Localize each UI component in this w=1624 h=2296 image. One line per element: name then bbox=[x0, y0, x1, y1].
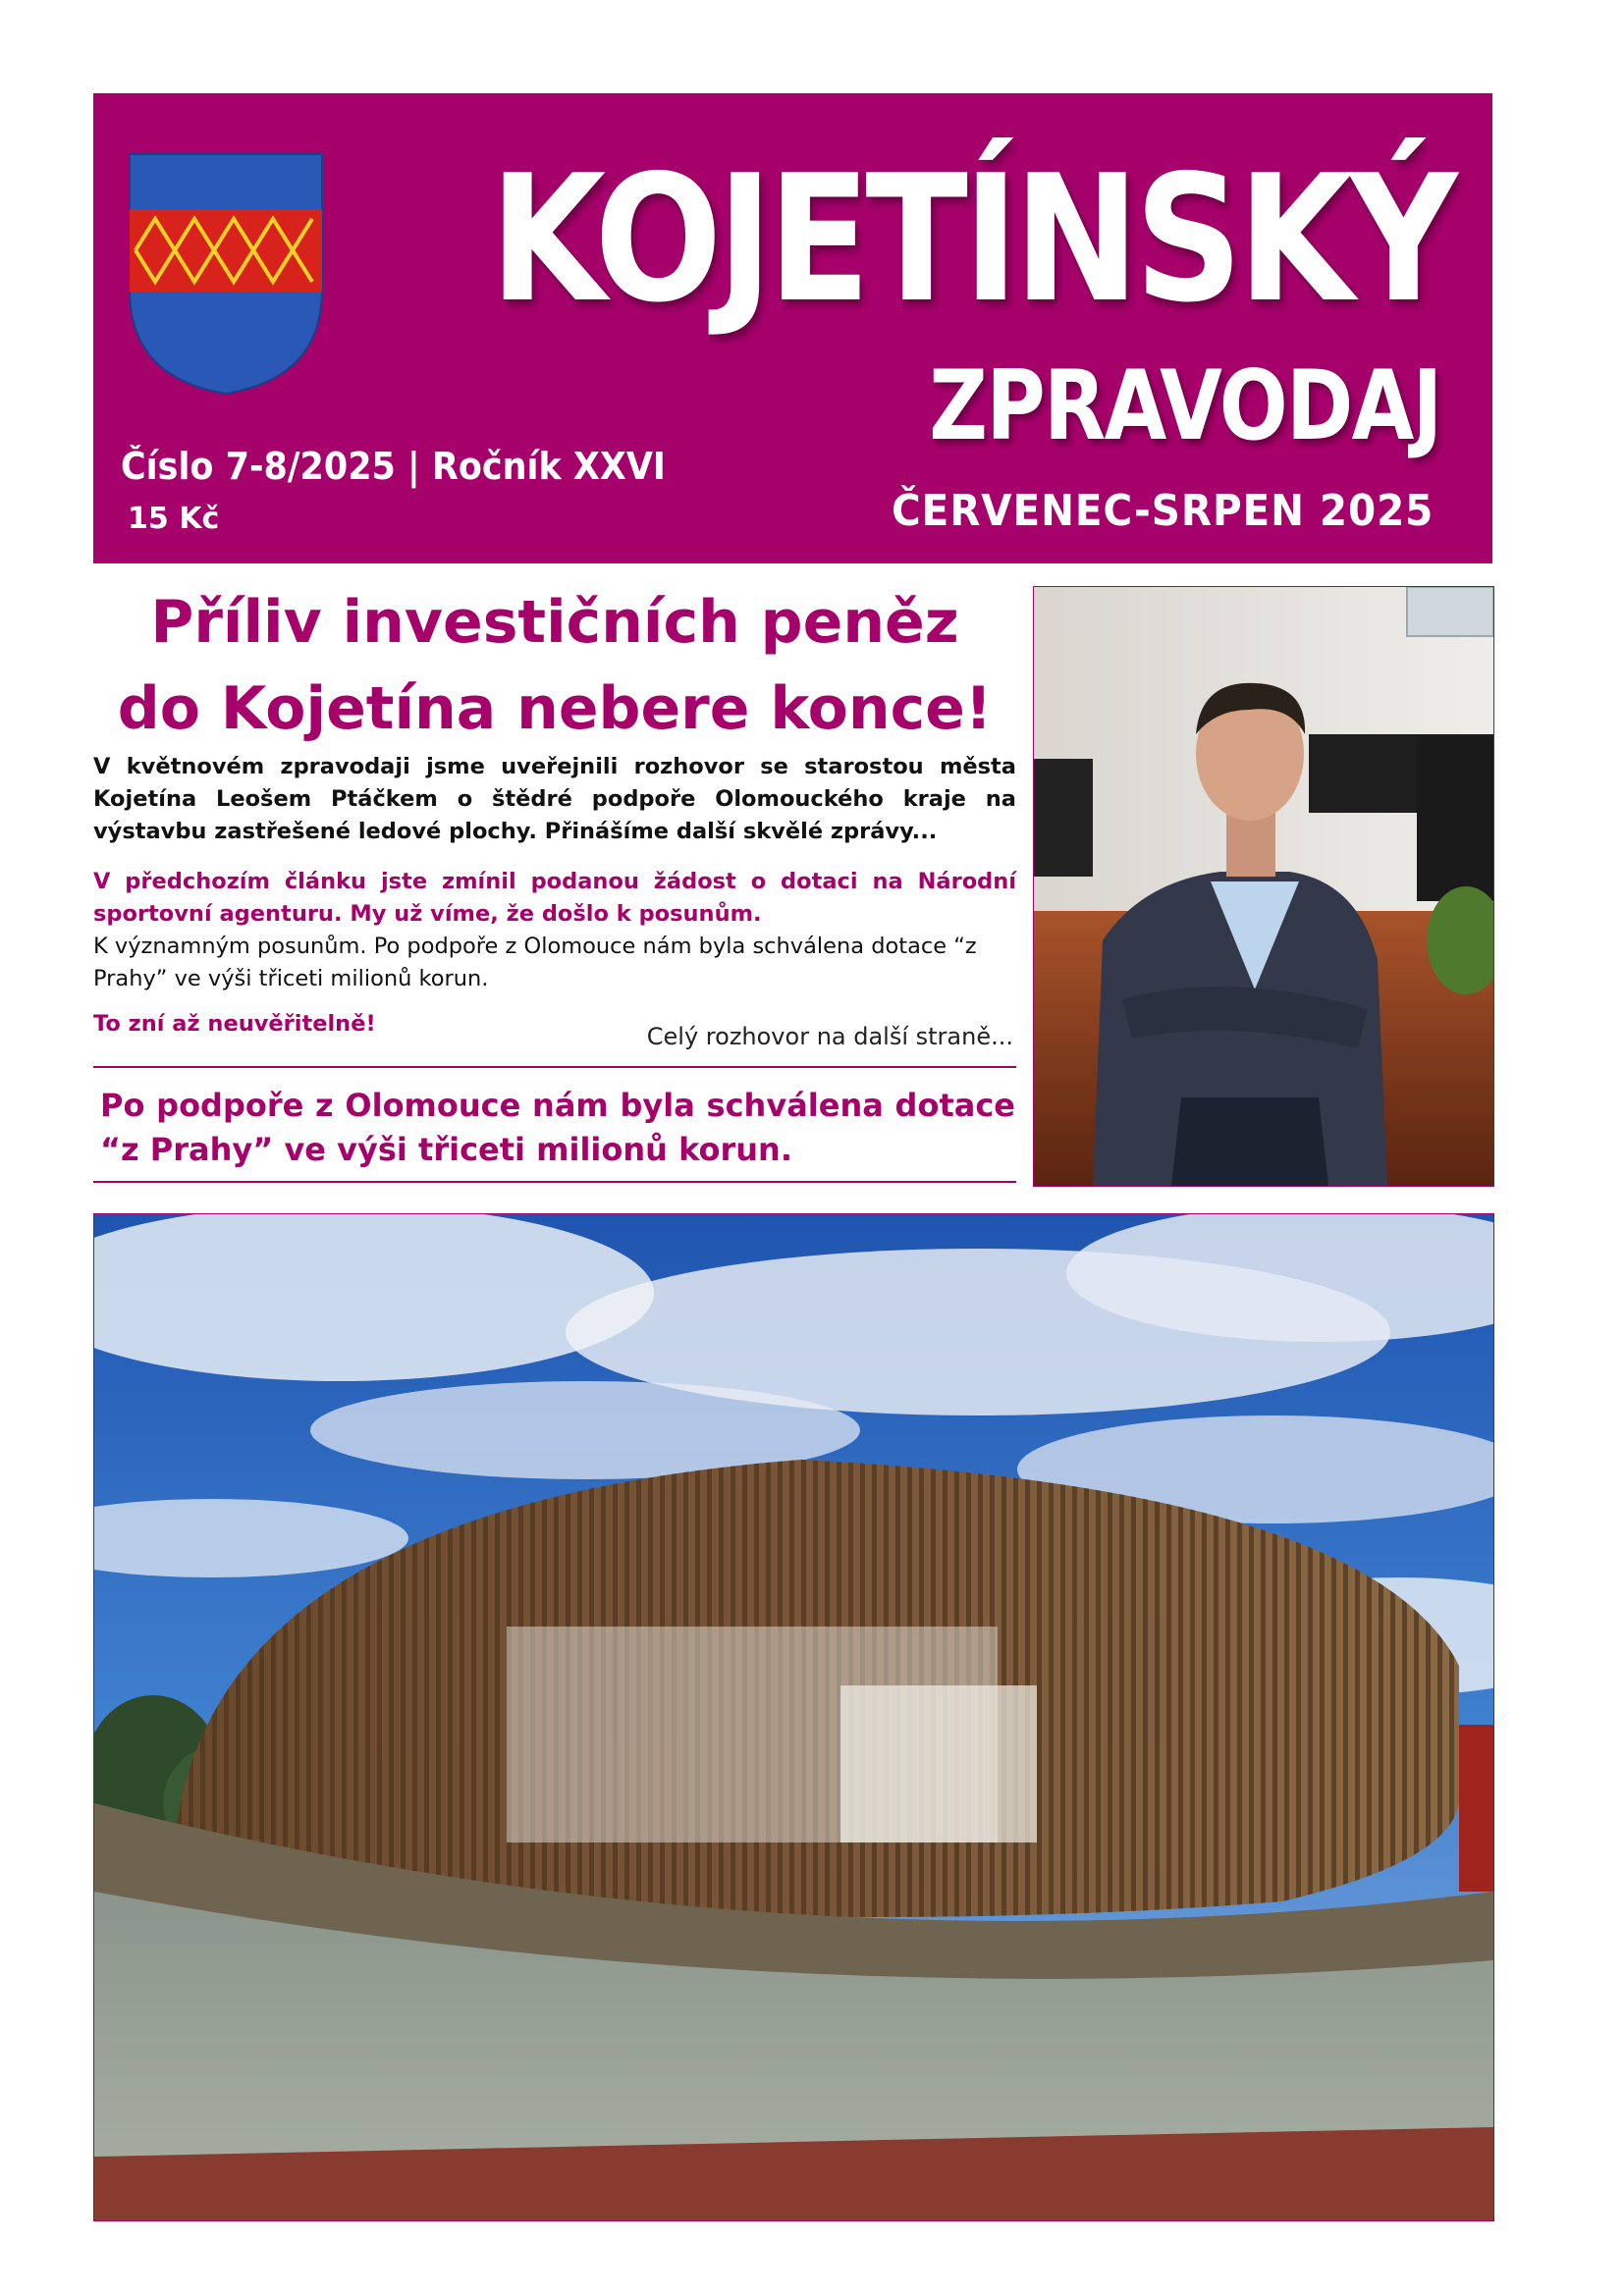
interview-question: V předchozím článku jste zmínil podanou žádost o dotaci na Národní sportovní agenturu. My už víme, že došlo k posunům. bbox=[93, 869, 1016, 927]
headline-line-1: Příliv investičních peněz bbox=[150, 588, 959, 657]
pull-quote: Po podpoře z Olomouce nám byla schválena dotace “z Prahy” ve výši třiceti milionů korun. bbox=[100, 1087, 1015, 1168]
headline-line-2: do Kojetína nebere konce! bbox=[117, 674, 993, 743]
portrait-photo bbox=[1033, 586, 1494, 1187]
article-lead: V květnovém zpravodaji jsme uveřejnili rozhovor se starostou města Kojetína Leošem Ptáčkem o štědré podpoře Olomouckého kraje na výstavbu zastřešené ledové plochy. Přinášíme další skvělé zprávy... bbox=[93, 754, 1016, 844]
issue-number: Číslo 7-8/2025 | Ročník XXVI bbox=[121, 445, 666, 488]
divider bbox=[93, 1181, 1016, 1183]
newspaper-subtitle: ZPRAVODAJ bbox=[929, 350, 1441, 462]
continued-link[interactable]: Celý rozhovor na další straně... bbox=[646, 1023, 1013, 1050]
interview-question-2: To zní až neuvěřitelně! bbox=[93, 1011, 376, 1037]
ice-rink-arena-photo bbox=[93, 1213, 1494, 2221]
issue-months: ČERVENEC-SRPEN 2025 bbox=[891, 486, 1434, 536]
divider bbox=[93, 1066, 1016, 1068]
masthead bbox=[93, 93, 1492, 563]
city-crest-icon bbox=[128, 152, 324, 396]
article-headline bbox=[93, 579, 1016, 752]
interview-answer: K významným posunům. Po podpoře z Olomouce nám byla schválena dotace “z Prahy” ve výši třiceti milionů korun. bbox=[93, 934, 977, 991]
newspaper-title: KOJETÍNSKÝ bbox=[489, 137, 1453, 341]
issue-price: 15 Kč bbox=[128, 502, 220, 536]
